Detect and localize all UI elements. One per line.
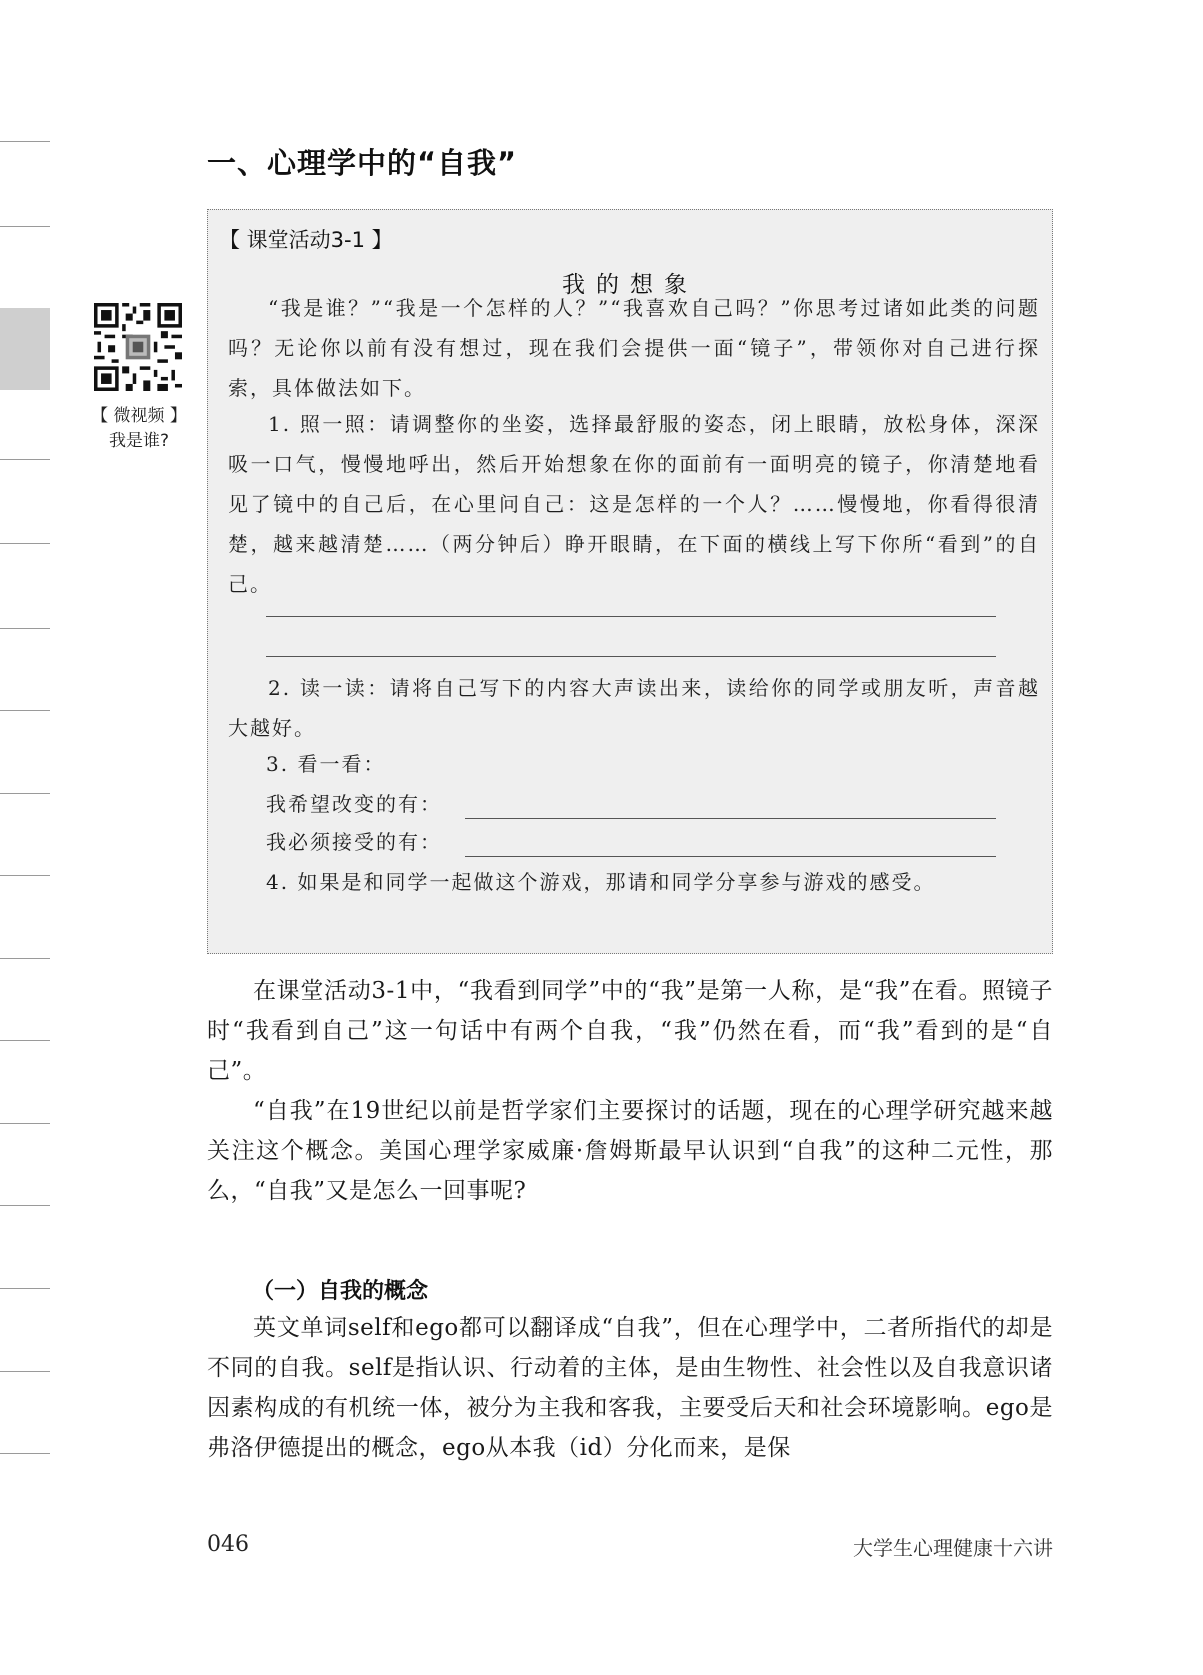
activity-title: 我的想象 bbox=[562, 272, 698, 298]
margin-rule bbox=[0, 1123, 50, 1124]
subsection-heading: （一）自我的概念 bbox=[252, 1279, 429, 1304]
activity-step-2: 2. 读一读：请将自己写下的内容大声读出来，读给你的同学或朋友听，声音越大越好。 bbox=[228, 676, 1040, 740]
writing-line-1[interactable] bbox=[266, 616, 996, 617]
activity-step-1: 1. 照一照：请调整你的坐姿，选择最舒服的姿态，闭上眼睛，放松身体，深深吸一口气，慢慢地呼出，然后开始想象在你的面前有一面明亮的镜子，你清楚地看见了镜中的自己后，在心里问自己：这是怎样的一个人？……慢慢地，你看得很清楚，越来越清楚……（两分钟后）睁开眼睛，在下面的横线上写下你所“看到”的自己。 bbox=[228, 412, 1040, 596]
margin-rule bbox=[0, 1205, 50, 1206]
accept-writing-line[interactable] bbox=[465, 856, 996, 857]
margin-rule bbox=[0, 141, 50, 142]
section-title: 一、心理学中的“自我” bbox=[207, 146, 518, 180]
margin-rule bbox=[0, 1453, 50, 1454]
margin-rule bbox=[0, 710, 50, 711]
margin-rule bbox=[0, 793, 50, 794]
qr-code[interactable] bbox=[94, 303, 182, 391]
margin-rule bbox=[0, 958, 50, 959]
running-title: 大学生心理健康十六讲 bbox=[853, 1536, 1053, 1560]
page-number: 046 bbox=[207, 1532, 249, 1557]
paragraph-1: 在课堂活动3-1中，“我看到同学”中的“我”是第一人称，是“我”在看。照镜子时“我看到自己”这一句话中有两个自我，“我”仍然在看，而“我”看到的是“自己”。 bbox=[207, 978, 1053, 1084]
qr-caption bbox=[84, 404, 194, 454]
change-label: 我希望改变的有： bbox=[266, 792, 442, 816]
margin-rule bbox=[0, 226, 50, 227]
activity-box bbox=[207, 209, 1053, 954]
paragraph-3: 英文单词self和ego都可以翻译成“自我”，但在心理学中，二者所指代的却是不同的自我。self是指认识、行动着的主体，是由生物性、社会性以及自我意识诸因素构成的有机统一体，被分为主我和客我，主要受后天和社会环境影响。ego是弗洛伊德提出的概念，ego从本我（id）分化而来，是保 bbox=[207, 1315, 1053, 1461]
change-writing-line[interactable] bbox=[465, 818, 996, 819]
activity-step-4: 4. 如果是和同学一起做这个游戏，那请和同学分享参与游戏的感受。 bbox=[266, 870, 936, 894]
activity-label: 【 课堂活动3-1 】 bbox=[219, 228, 393, 252]
activity-intro: “我是谁？”“我是一个怎样的人？”“我喜欢自己吗？”你思考过诸如此类的问题吗？无论你以前有没有想过，现在我们会提供一面“镜子”，带领你对自己进行探索，具体做法如下。 bbox=[228, 296, 1040, 400]
qr-caption-title: 我是谁? bbox=[108, 431, 170, 451]
writing-line-2[interactable] bbox=[266, 656, 996, 657]
margin-rule bbox=[0, 1371, 50, 1372]
accept-label: 我必须接受的有： bbox=[266, 830, 442, 854]
margin-rule bbox=[0, 1288, 50, 1289]
qr-caption-label: 【 微视频 】 bbox=[91, 406, 187, 426]
margin-rule bbox=[0, 543, 50, 544]
activity-step-3: 3. 看一看： bbox=[266, 752, 386, 776]
paragraph-2: “自我”在19世纪以前是哲学家们主要探讨的话题，现在的心理学研究越来越关注这个概念。美国心理学家威廉·詹姆斯最早认识到“自我”的这种二元性，那么，“自我”又是怎么一回事呢? bbox=[207, 1098, 1053, 1204]
margin-rule bbox=[0, 1040, 50, 1041]
margin-rule bbox=[0, 628, 50, 629]
margin-rule bbox=[0, 459, 50, 460]
chapter-thumb-tab bbox=[0, 308, 50, 390]
margin-rule bbox=[0, 875, 50, 876]
